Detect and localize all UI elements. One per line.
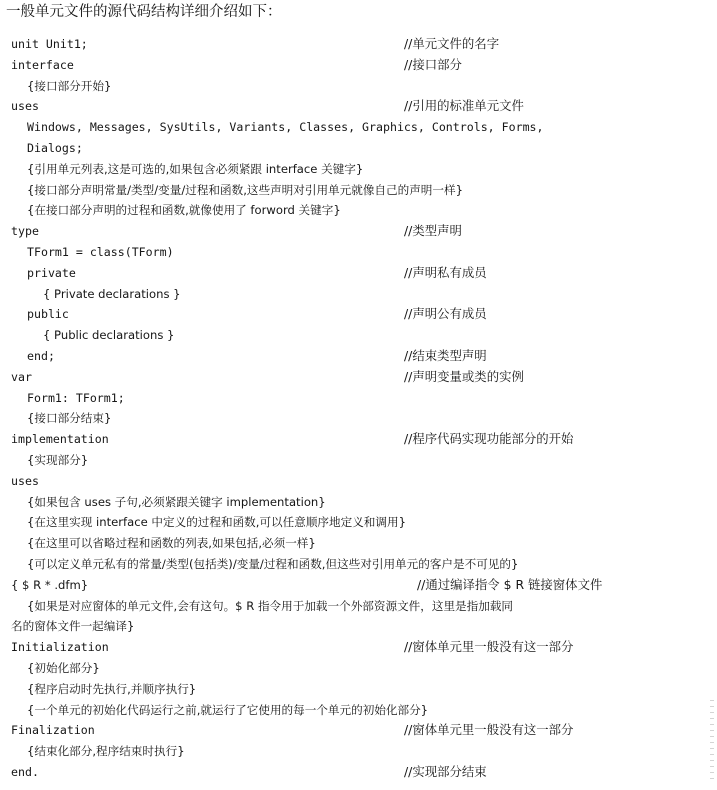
code-comment: //通过编译指令 $ R 链接窗体文件 xyxy=(417,576,603,592)
code-line xyxy=(0,388,717,409)
code-comment: //接口部分 xyxy=(404,56,462,72)
code-text: {如果是对应窗体的单元文件,会有这句。$ R 指令用于加载一个外部资源文件，这里是指加载同 xyxy=(27,598,514,613)
code-text: public xyxy=(27,307,69,322)
code-comment: //声明变量或类的实例 xyxy=(404,368,524,384)
code-line xyxy=(0,180,717,201)
code-comment: //结束类型声明 xyxy=(404,347,487,363)
code-text: Dialogs; xyxy=(27,140,83,155)
code-text: unit Unit1; xyxy=(11,37,88,51)
code-line xyxy=(0,554,717,575)
code-text: TForm1 = class(TForm) xyxy=(27,244,174,259)
code-comment: //声明公有成员 xyxy=(404,306,487,322)
code-comment: //窗体单元里一般没有这一部分 xyxy=(404,722,574,738)
code-text: { $ R * .dfm} xyxy=(11,577,89,592)
code-line xyxy=(0,492,717,513)
code-line xyxy=(0,533,717,554)
code-line xyxy=(0,346,717,367)
intro-heading: 一般单元文件的源代码结构详细介绍如下： xyxy=(6,4,282,20)
code-line xyxy=(0,450,717,471)
code-line xyxy=(0,200,717,221)
code-text: {如果包含 uses 子句,必须紧跟关键字 implementation} xyxy=(27,494,326,509)
code-text: type xyxy=(11,224,39,239)
code-line xyxy=(0,304,717,325)
code-text: {在接口部分声明的过程和函数,就像使用了 forword 关键字} xyxy=(27,203,341,218)
code-text: Form1: TForm1; xyxy=(27,390,125,405)
code-line xyxy=(0,741,717,762)
code-text: uses xyxy=(11,473,39,488)
code-text: implementation xyxy=(11,432,109,447)
code-line xyxy=(0,429,717,450)
code-line xyxy=(0,34,717,55)
code-line xyxy=(0,720,717,741)
code-line xyxy=(0,637,717,658)
code-line xyxy=(0,221,717,242)
code-text: {接口部分声明常量/类型/变量/过程和函数,这些声明对引用单元就像自己的声明一样} xyxy=(27,182,463,197)
code-comment: //程序代码实现功能部分的开始 xyxy=(404,431,574,447)
code-text: uses xyxy=(11,99,39,114)
code-text: 名的窗体文件一起编译} xyxy=(11,619,135,634)
code-listing xyxy=(0,34,717,783)
code-line xyxy=(0,408,717,429)
code-line xyxy=(0,96,717,117)
code-line xyxy=(0,284,717,305)
code-text: {一个单元的初始化代码运行之前,就运行了它使用的每一个单元的初始化部分} xyxy=(27,702,429,717)
code-line xyxy=(0,55,717,76)
code-text: {接口部分开始} xyxy=(27,78,112,93)
code-comment: //实现部分结束 xyxy=(404,763,487,779)
code-line xyxy=(0,575,717,596)
code-comment: //单元文件的名字 xyxy=(404,36,500,51)
code-line xyxy=(0,159,717,180)
code-text: {结束化部分,程序结束时执行} xyxy=(27,744,185,759)
code-text: { Private declarations } xyxy=(43,286,181,301)
code-text: end. xyxy=(11,764,39,779)
code-text: {初始化部分} xyxy=(27,660,100,675)
code-text: {接口部分结束} xyxy=(27,411,112,426)
code-line xyxy=(0,658,717,679)
code-line xyxy=(0,325,717,346)
code-text: private xyxy=(27,265,76,280)
code-text: Initialization xyxy=(11,640,109,655)
code-line xyxy=(0,679,717,700)
code-line xyxy=(0,512,717,533)
code-line xyxy=(0,76,717,97)
code-comment: //类型声明 xyxy=(404,223,462,239)
code-comment: //窗体单元里一般没有这一部分 xyxy=(404,639,574,655)
code-comment: //声明私有成员 xyxy=(404,264,487,280)
code-text: {在这里可以省略过程和函数的列表,如果包括,必须一样} xyxy=(27,536,316,551)
code-text: interface xyxy=(11,57,74,72)
code-text: {实现部分} xyxy=(27,452,89,467)
code-line xyxy=(0,242,717,263)
scan-edge-artifact xyxy=(710,700,714,780)
code-line xyxy=(0,263,717,284)
code-text: {可以定义单元私有的常量/类型(包括类)/变量/过程和函数,但这些对引用单元的客户是不可见的} xyxy=(27,556,519,571)
code-text: {程序启动时先执行,并顺序执行} xyxy=(27,681,197,696)
code-line xyxy=(0,700,717,721)
code-line xyxy=(0,471,717,492)
code-comment: //引用的标准单元文件 xyxy=(404,98,524,114)
code-text: end; xyxy=(27,348,55,363)
code-text: {引用单元列表,这是可选的,如果包含必须紧跟 interface 关键字} xyxy=(27,161,364,176)
code-text: Windows, Messages, SysUtils, Variants, Classes, Graphics, Controls, Forms, xyxy=(27,120,544,135)
code-line xyxy=(0,117,717,138)
code-text: Finalization xyxy=(11,723,95,738)
code-line xyxy=(0,596,717,617)
code-text: var xyxy=(11,369,32,384)
code-line xyxy=(0,138,717,159)
code-text: { Public declarations } xyxy=(43,328,175,343)
code-line xyxy=(0,367,717,388)
code-line xyxy=(0,616,717,637)
code-line xyxy=(0,762,717,783)
code-text: {在这里实现 interface 中定义的过程和函数,可以任意顺序地定义和调用} xyxy=(27,515,406,530)
